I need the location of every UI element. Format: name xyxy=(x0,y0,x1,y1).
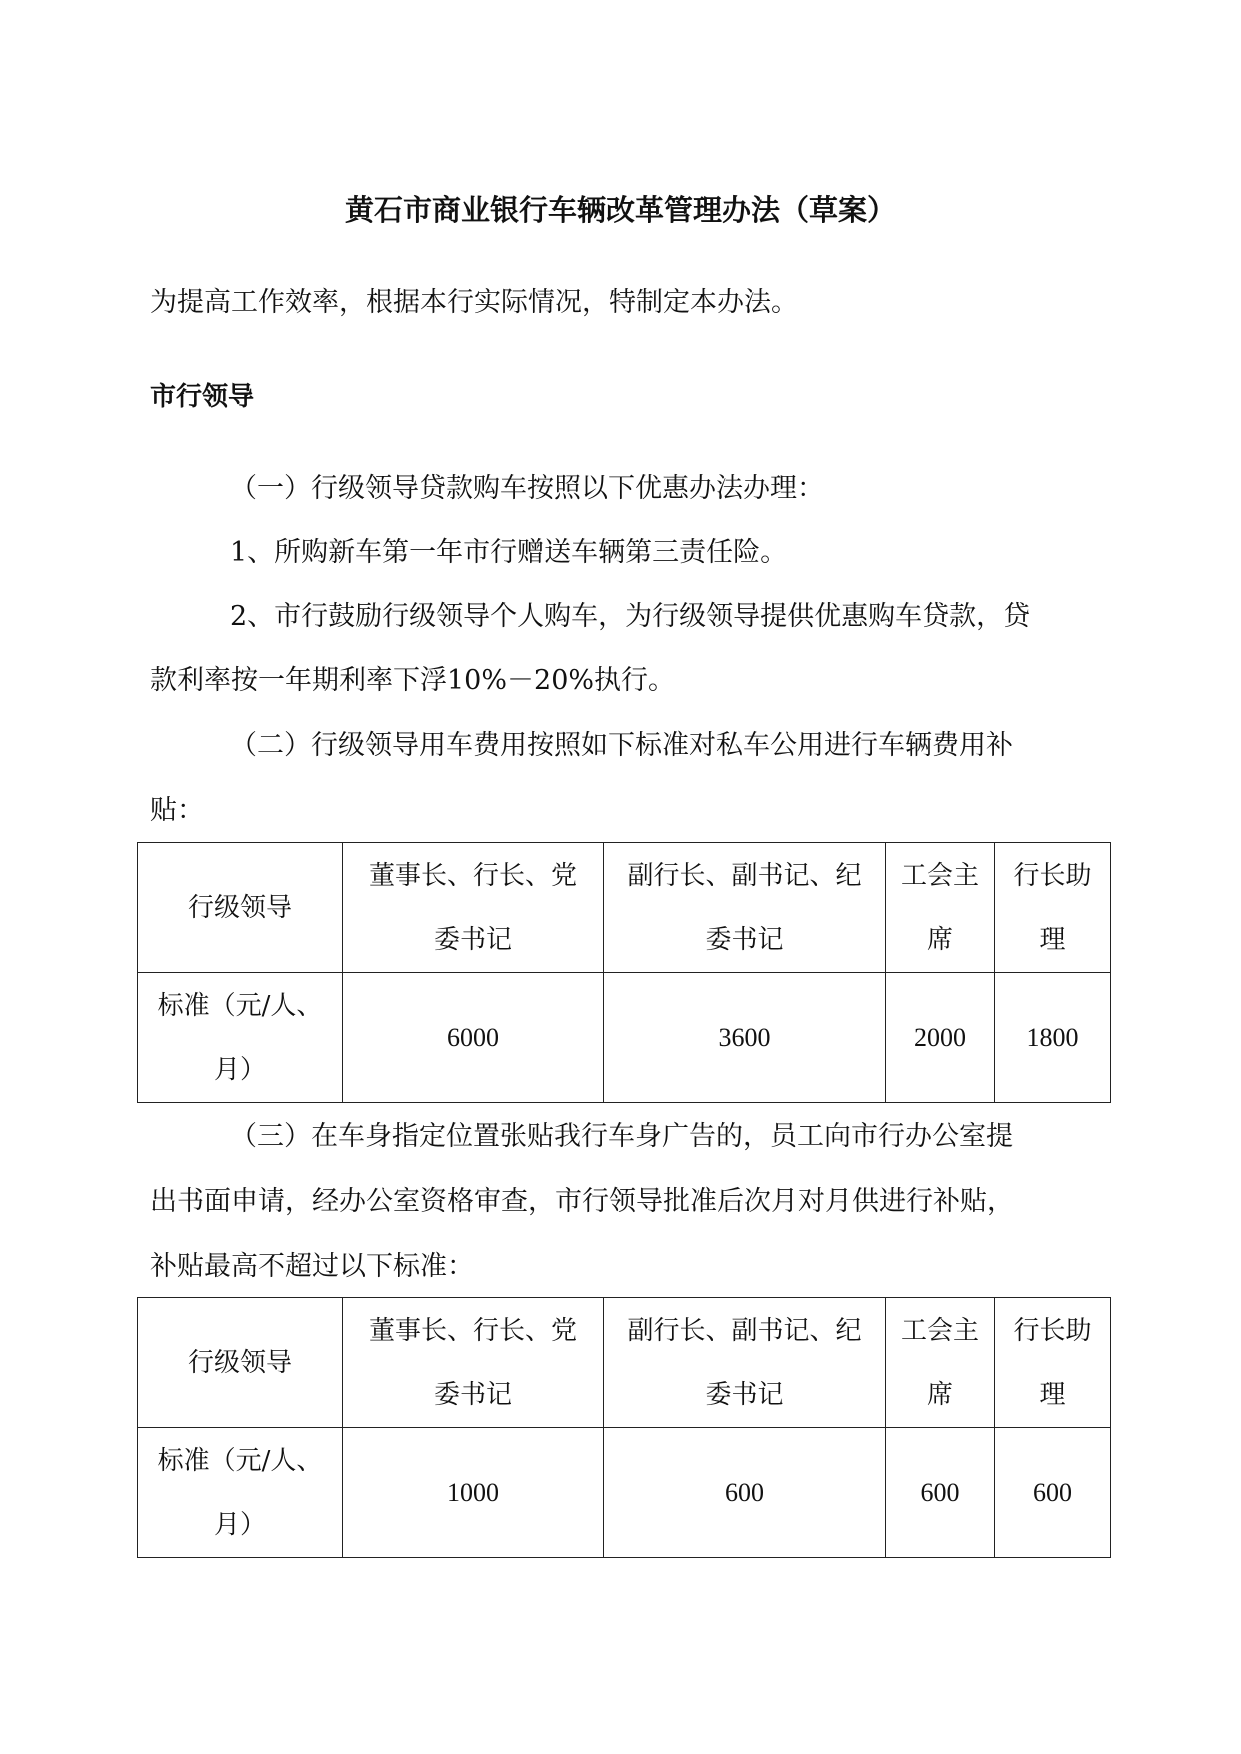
paragraph-2: 1、所购新车第一年市行赠送车辆第三责任险。 xyxy=(230,537,788,568)
paragraph-1: （一）行级领导贷款购车按照以下优惠办法办理： xyxy=(230,473,824,504)
table-cell: 副行长、副书记、纪委书记 xyxy=(604,1298,886,1428)
paragraph-5-line-2: 出书面申请，经办公室资格审查，市行领导批准后次月对月供进行补贴， xyxy=(150,1186,1014,1217)
table-cell: 副行长、副书记、纪委书记 xyxy=(604,843,886,973)
paragraph-5-line-3: 补贴最高不超过以下标准： xyxy=(150,1251,474,1282)
table-cell: 行级领导 xyxy=(138,1298,343,1428)
table-cell: 600 xyxy=(604,1428,886,1558)
paragraph-3-line-2: 款利率按一年期利率下浮10%－20%执行。 xyxy=(150,665,676,696)
table-cell: 3600 xyxy=(604,973,886,1103)
table-cell: 2000 xyxy=(886,973,995,1103)
table-row xyxy=(138,973,1111,1103)
table-cell: 标准（元/人、月） xyxy=(138,1428,343,1558)
table-row xyxy=(138,1428,1111,1558)
subsidy-table-1 xyxy=(137,842,1111,1103)
subsidy-table-2 xyxy=(137,1297,1111,1558)
table-cell: 行长助理 xyxy=(995,843,1111,973)
table-header-row xyxy=(138,843,1111,973)
table-cell: 工会主席 xyxy=(886,843,995,973)
table-cell: 工会主席 xyxy=(886,1298,995,1428)
table-cell: 600 xyxy=(886,1428,995,1558)
table-cell: 1000 xyxy=(343,1428,604,1558)
document-title: 黄石市商业银行车辆改革管理办法（草案） xyxy=(344,193,896,227)
paragraph-5-line-1: （三）在车身指定位置张贴我行车身广告的，员工向市行办公室提 xyxy=(230,1121,1013,1152)
intro-paragraph: 为提高工作效率，根据本行实际情况，特制定本办法。 xyxy=(150,287,798,318)
table-cell: 行级领导 xyxy=(138,843,343,973)
paragraph-4-line-2: 贴： xyxy=(150,795,204,826)
table-cell: 标准（元/人、月） xyxy=(138,973,343,1103)
table-header-row xyxy=(138,1298,1111,1428)
paragraph-4-line-1: （二）行级领导用车费用按照如下标准对私车公用进行车辆费用补 xyxy=(230,730,1013,761)
section-heading: 市行领导 xyxy=(150,382,255,412)
paragraph-3-line-1: 2、市行鼓励行级领导个人购车，为行级领导提供优惠购车贷款，贷 xyxy=(230,601,1031,632)
table-cell: 600 xyxy=(995,1428,1111,1558)
table-cell: 董事长、行长、党委书记 xyxy=(343,843,604,973)
table-cell: 6000 xyxy=(343,973,604,1103)
table-cell: 董事长、行长、党委书记 xyxy=(343,1298,604,1428)
table-cell: 1800 xyxy=(995,973,1111,1103)
table-cell: 行长助理 xyxy=(995,1298,1111,1428)
